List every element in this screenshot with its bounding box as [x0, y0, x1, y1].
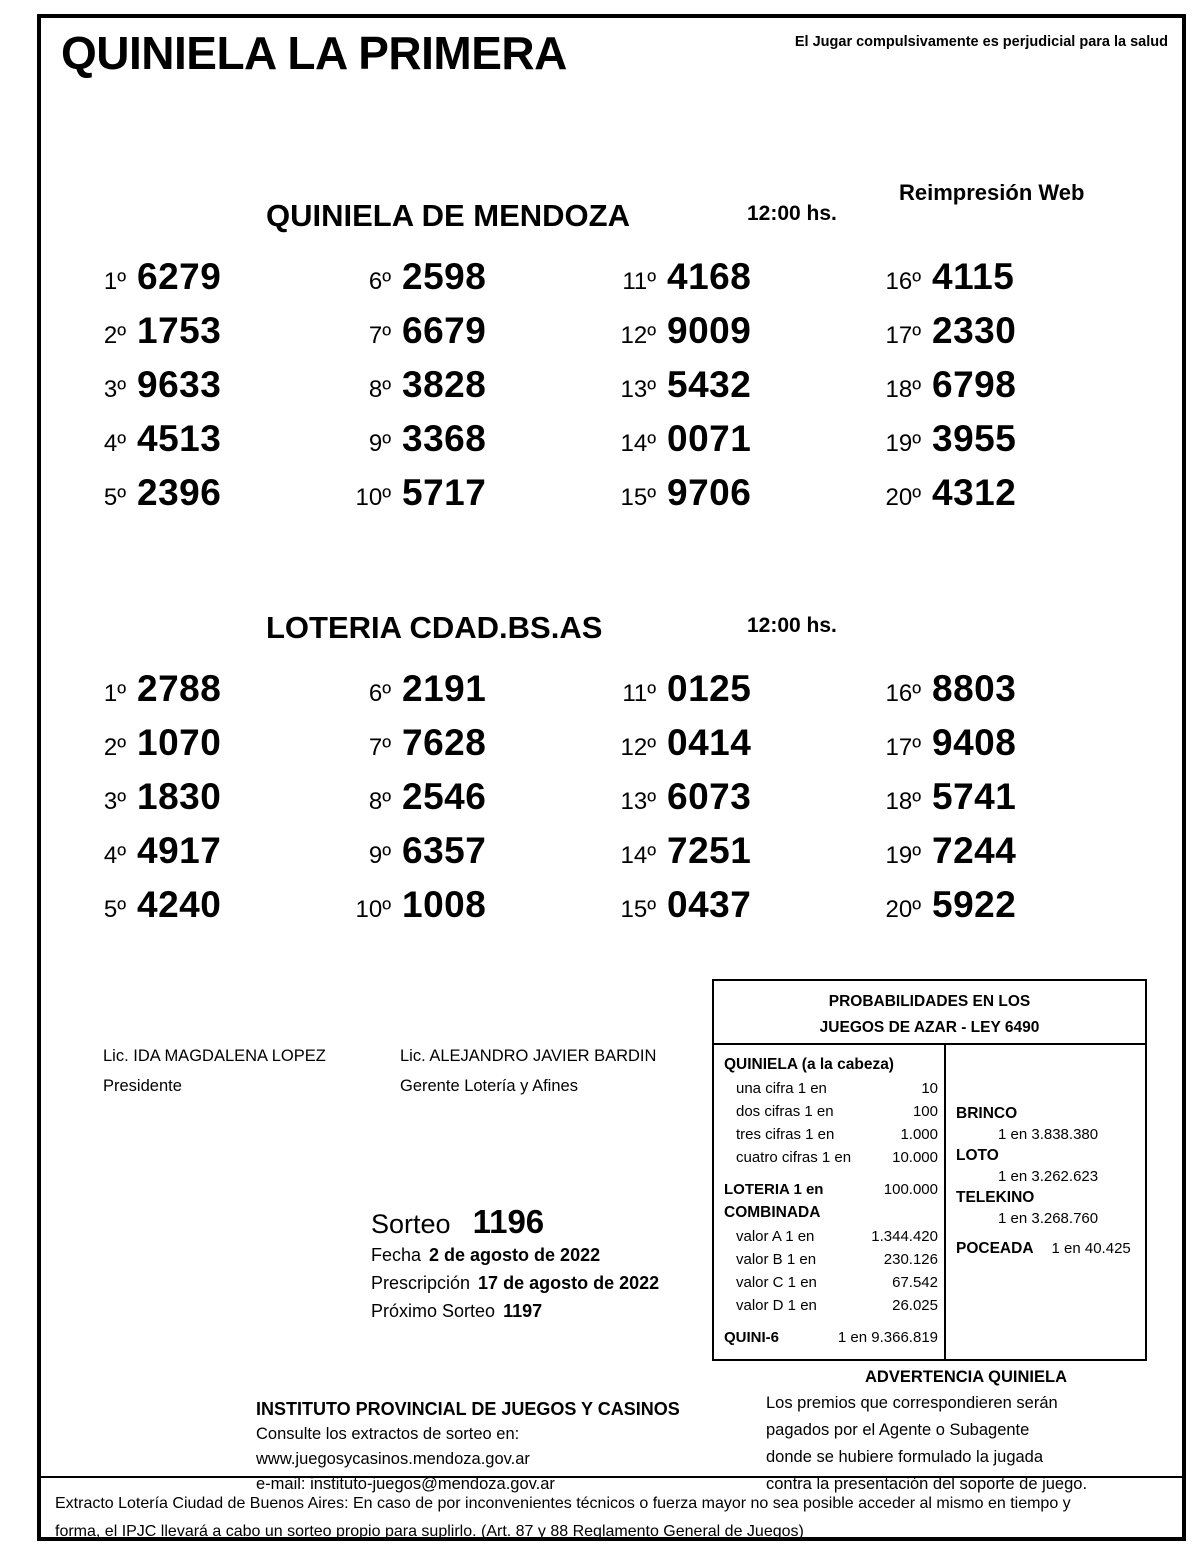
- game-odds-loto: 1 en 3.262.623: [998, 1168, 1099, 1185]
- sorteo-info: [331, 1203, 751, 1325]
- result-row: [71, 668, 321, 722]
- institute-website[interactable]: www.juegosycasinos.mendoza.gov.ar: [256, 1450, 530, 1468]
- result-row: [71, 364, 321, 418]
- probability-label: valor A 1 en: [736, 1228, 815, 1245]
- probabilities-title-line2: JUEGOS DE AZAR - LEY 6490: [819, 1019, 1040, 1036]
- result-position: 4º: [103, 842, 126, 869]
- result-position: 12º: [620, 322, 656, 349]
- sorteo-proximo: [371, 1297, 751, 1325]
- result-row: [866, 776, 1116, 830]
- result-number: 2191: [402, 668, 487, 709]
- result-number: 9633: [137, 364, 222, 405]
- result-number: 2598: [402, 256, 487, 297]
- result-row: [71, 418, 321, 472]
- signature-block-manager: [400, 1041, 656, 1101]
- game-name-poceada: POCEADA: [956, 1240, 1034, 1257]
- result-row: [336, 364, 586, 418]
- result-position: 18º: [885, 376, 921, 403]
- result-position: 1º: [103, 268, 126, 295]
- combinada-heading: COMBINADA: [724, 1204, 821, 1221]
- legal-line-1: Extracto Lotería Ciudad de Buenos Aires: En caso de por inconvenientes técnicos o fuerza mayor no sea posible acceder al mismo en tiempo y: [55, 1495, 1071, 1512]
- institute-line-consult: Consulte los extractos de sorteo en:: [256, 1425, 520, 1443]
- draw-title: QUINIELA DE MENDOZA: [266, 198, 630, 233]
- result-row: [71, 256, 321, 310]
- result-row: [336, 310, 586, 364]
- legal-line-2: forma, el IPJC llevará a cabo un sorteo propio para suplirlo. (Art. 87 y 88 Reglamento General de Juegos): [55, 1523, 804, 1540]
- extract-page: [37, 14, 1186, 1541]
- sorteo-number: 1196: [472, 1203, 545, 1240]
- result-row: [866, 884, 1116, 938]
- masthead: [41, 18, 1182, 90]
- result-row: [336, 722, 586, 776]
- probabilities-box: [712, 979, 1147, 1361]
- advertencia-line-3: donde se hubiere formulado la jugada: [766, 1448, 1044, 1466]
- result-number: 5922: [932, 884, 1017, 925]
- result-number: 9408: [932, 722, 1017, 763]
- result-row: [601, 776, 851, 830]
- result-position: 14º: [620, 842, 656, 869]
- results-column: [866, 668, 1116, 938]
- signature-name: Lic. IDA MAGDALENA LOPEZ: [103, 1047, 326, 1065]
- result-number: 6679: [402, 310, 487, 351]
- result-position: 8º: [368, 788, 391, 815]
- result-position: 4º: [103, 430, 126, 457]
- result-number: 1753: [137, 310, 222, 351]
- result-position: 13º: [620, 376, 656, 403]
- result-position: 2º: [103, 734, 126, 761]
- result-row: [601, 884, 851, 938]
- results-column: [336, 256, 586, 526]
- result-row: [601, 722, 851, 776]
- draw-time: 12:00 hs.: [747, 202, 837, 225]
- result-number: 7628: [402, 722, 487, 763]
- game-odds-poceada: 1 en 40.425: [1051, 1240, 1131, 1257]
- probability-odds: 230.126: [883, 1251, 938, 1268]
- fecha-value: 2 de agosto de 2022: [429, 1245, 601, 1265]
- result-row: [71, 310, 321, 364]
- result-number: 8803: [932, 668, 1017, 709]
- result-number: 0437: [667, 884, 752, 925]
- advertencia-line-2: pagados por el Agente o Subagente: [766, 1421, 1030, 1439]
- probability-row: [724, 1225, 938, 1248]
- result-row: [601, 256, 851, 310]
- proximo-value: 1197: [503, 1301, 543, 1321]
- result-position: 16º: [885, 268, 921, 295]
- institute-title: INSTITUTO PROVINCIAL DE JUEGOS Y CASINOS: [256, 1399, 680, 1419]
- result-number: 9009: [667, 310, 752, 351]
- result-position: 15º: [620, 896, 656, 923]
- result-position: 10º: [355, 484, 391, 511]
- result-number: 0414: [667, 722, 752, 763]
- result-row: [71, 884, 321, 938]
- advertencia-line-4: contra la presentación del soporte de juego.: [766, 1475, 1088, 1493]
- result-row: [866, 418, 1116, 472]
- result-row: [336, 830, 586, 884]
- fecha-label: Fecha: [371, 1245, 422, 1265]
- signature-block-president: [103, 1041, 326, 1101]
- result-position: 7º: [368, 322, 391, 349]
- spacer: [724, 1169, 938, 1178]
- result-row: [601, 418, 851, 472]
- result-position: 13º: [620, 788, 656, 815]
- result-position: 19º: [885, 430, 921, 457]
- result-position: 3º: [103, 788, 126, 815]
- prescripcion-label: Prescripción: [371, 1273, 471, 1293]
- probabilities-left-column: [714, 1045, 946, 1359]
- result-number: 5717: [402, 472, 487, 513]
- probability-row: [724, 1146, 938, 1169]
- result-number: 3828: [402, 364, 487, 405]
- result-row: [336, 418, 586, 472]
- result-position: 18º: [885, 788, 921, 815]
- result-position: 16º: [885, 680, 921, 707]
- result-number: 5432: [667, 364, 752, 405]
- probability-label: valor D 1 en: [736, 1297, 817, 1314]
- result-row: [601, 472, 851, 526]
- result-number: 4917: [137, 830, 222, 871]
- result-position: 5º: [103, 484, 126, 511]
- result-position: 17º: [885, 734, 921, 761]
- result-number: 7251: [667, 830, 752, 871]
- probability-row: [724, 1248, 938, 1271]
- result-number: 6073: [667, 776, 752, 817]
- result-row: [866, 830, 1116, 884]
- result-position: 10º: [355, 896, 391, 923]
- result-row: [71, 472, 321, 526]
- result-position: 2º: [103, 322, 126, 349]
- results-column: [71, 668, 321, 938]
- draw-section-caba: [41, 580, 1182, 938]
- result-row: [601, 364, 851, 418]
- probabilities-title-line1: PROBABILIDADES EN LOS: [828, 993, 1031, 1010]
- page-title: QUINIELA LA PRIMERA: [61, 27, 567, 79]
- quini6-row: [724, 1326, 938, 1349]
- result-row: [601, 310, 851, 364]
- result-number: 2546: [402, 776, 487, 817]
- result-row: [71, 776, 321, 830]
- prescripcion-value: 17 de agosto de 2022: [478, 1273, 660, 1293]
- result-number: 6279: [137, 256, 222, 297]
- result-row: [336, 472, 586, 526]
- result-row: [336, 776, 586, 830]
- quini6-label: QUINI-6: [724, 1329, 780, 1346]
- probability-row: [724, 1294, 938, 1317]
- result-position: 6º: [368, 680, 391, 707]
- signature-role: Presidente: [103, 1077, 182, 1095]
- gambling-warning: El Jugar compulsivamente es perjudicial para la salud: [794, 34, 1168, 50]
- probabilities-body: [714, 1045, 1145, 1359]
- quini6-odds: 1 en 9.366.819: [837, 1329, 938, 1346]
- advertencia-line-1: Los premios que correspondieren serán: [766, 1394, 1058, 1412]
- result-row: [71, 722, 321, 776]
- result-position: 3º: [103, 376, 126, 403]
- probability-odds: 26.025: [892, 1297, 938, 1314]
- probability-odds: 10: [921, 1080, 938, 1097]
- result-number: 5741: [932, 776, 1017, 817]
- signature-role: Gerente Lotería y Afines: [400, 1077, 578, 1095]
- probability-odds: 100: [912, 1103, 938, 1120]
- probability-odds: 67.542: [892, 1274, 938, 1291]
- probability-row: [724, 1077, 938, 1100]
- result-number: 4312: [932, 472, 1017, 513]
- result-number: 1830: [137, 776, 222, 817]
- result-position: 5º: [103, 896, 126, 923]
- result-row: [866, 668, 1116, 722]
- result-position: 1º: [103, 680, 126, 707]
- probability-row: [724, 1123, 938, 1146]
- result-row: [866, 364, 1116, 418]
- legal-footer: [41, 1476, 1182, 1546]
- results-grid: [41, 668, 1182, 938]
- result-number: 4513: [137, 418, 222, 459]
- results-column: [866, 256, 1116, 526]
- game-name-loto: LOTO: [956, 1147, 999, 1164]
- probability-label: tres cifras 1 en: [736, 1126, 835, 1143]
- loteria-label: LOTERIA 1 en: [724, 1181, 824, 1198]
- result-row: [336, 668, 586, 722]
- signature-name: Lic. ALEJANDRO JAVIER BARDIN: [400, 1047, 657, 1065]
- result-position: 12º: [620, 734, 656, 761]
- institute-email[interactable]: e-mail: instituto-juegos@mendoza.gov.ar: [256, 1475, 555, 1493]
- result-number: 1070: [137, 722, 222, 763]
- result-position: 17º: [885, 322, 921, 349]
- probability-label: dos cifras 1 en: [736, 1103, 834, 1120]
- probability-row: [724, 1271, 938, 1294]
- game-odds-telekino: 1 en 3.268.760: [998, 1210, 1099, 1227]
- result-number: 7244: [932, 830, 1017, 871]
- spacer: [956, 1229, 1145, 1238]
- result-position: 8º: [368, 376, 391, 403]
- game-name-telekino: TELEKINO: [956, 1189, 1035, 1206]
- probability-label: valor C 1 en: [736, 1274, 817, 1291]
- result-number: 2330: [932, 310, 1017, 351]
- result-position: 7º: [368, 734, 391, 761]
- result-position: 9º: [368, 842, 391, 869]
- result-row: [866, 472, 1116, 526]
- result-row: [866, 256, 1116, 310]
- result-position: 11º: [622, 268, 656, 295]
- reprint-tag: Reimpresión Web: [899, 180, 1085, 205]
- probabilities-right-column: [946, 1045, 1145, 1359]
- sorteo-label: Sorteo: [371, 1209, 451, 1239]
- result-position: 19º: [885, 842, 921, 869]
- result-number: 2396: [137, 472, 222, 513]
- draw-section-mendoza: [41, 168, 1182, 526]
- result-position: 15º: [620, 484, 656, 511]
- result-row: [336, 256, 586, 310]
- result-number: 4168: [667, 256, 752, 297]
- result-position: 20º: [885, 484, 921, 511]
- result-position: 6º: [368, 268, 391, 295]
- game-row-poceada: [956, 1238, 1145, 1259]
- result-number: 4240: [137, 884, 222, 925]
- result-row: [866, 722, 1116, 776]
- result-number: 6798: [932, 364, 1017, 405]
- result-number: 3955: [932, 418, 1017, 459]
- result-position: 14º: [620, 430, 656, 457]
- result-number: 0125: [667, 668, 752, 709]
- advertencia-title: ADVERTENCIA QUINIELA: [865, 1368, 1067, 1386]
- results-grid: [41, 256, 1182, 526]
- results-column: [601, 256, 851, 526]
- probability-label: cuatro cifras 1 en: [736, 1149, 852, 1166]
- result-row: [71, 830, 321, 884]
- draw-header: [41, 580, 1182, 650]
- result-number: 6357: [402, 830, 487, 871]
- result-number: 9706: [667, 472, 752, 513]
- draw-time: 12:00 hs.: [747, 614, 837, 637]
- sorteo-headline: [371, 1203, 751, 1241]
- result-number: 0071: [667, 418, 752, 459]
- results-column: [71, 256, 321, 526]
- results-column: [336, 668, 586, 938]
- loteria-odds: 100.000: [883, 1181, 938, 1198]
- quiniela-heading: QUINIELA (a la cabeza): [724, 1056, 894, 1073]
- probability-row: [724, 1100, 938, 1123]
- sorteo-fecha: [371, 1241, 751, 1269]
- probability-odds: 10.000: [892, 1149, 938, 1166]
- draw-header: [41, 168, 1182, 238]
- proximo-label: Próximo Sorteo: [371, 1301, 496, 1321]
- spacer: [724, 1317, 938, 1326]
- result-number: 4115: [932, 256, 1015, 297]
- probability-odds: 1.000: [900, 1126, 938, 1143]
- result-position: 9º: [368, 430, 391, 457]
- result-row: [601, 668, 851, 722]
- result-position: 20º: [885, 896, 921, 923]
- result-row: [336, 884, 586, 938]
- result-row: [866, 310, 1116, 364]
- result-row: [601, 830, 851, 884]
- result-number: 3368: [402, 418, 487, 459]
- probabilities-title: [714, 981, 1145, 1045]
- probability-label: valor B 1 en: [736, 1251, 817, 1268]
- game-name-brinco: BRINCO: [956, 1105, 1018, 1122]
- result-number: 1008: [402, 884, 487, 925]
- sorteo-prescripcion: [371, 1269, 751, 1297]
- result-position: 11º: [622, 680, 656, 707]
- probability-odds: 1.344.420: [871, 1228, 938, 1245]
- probability-label: una cifra 1 en: [736, 1080, 827, 1097]
- results-column: [601, 668, 851, 938]
- game-odds-brinco: 1 en 3.838.380: [998, 1126, 1099, 1143]
- loteria-row: [724, 1178, 938, 1201]
- draw-title: LOTERIA CDAD.BS.AS: [266, 610, 603, 645]
- result-number: 2788: [137, 668, 222, 709]
